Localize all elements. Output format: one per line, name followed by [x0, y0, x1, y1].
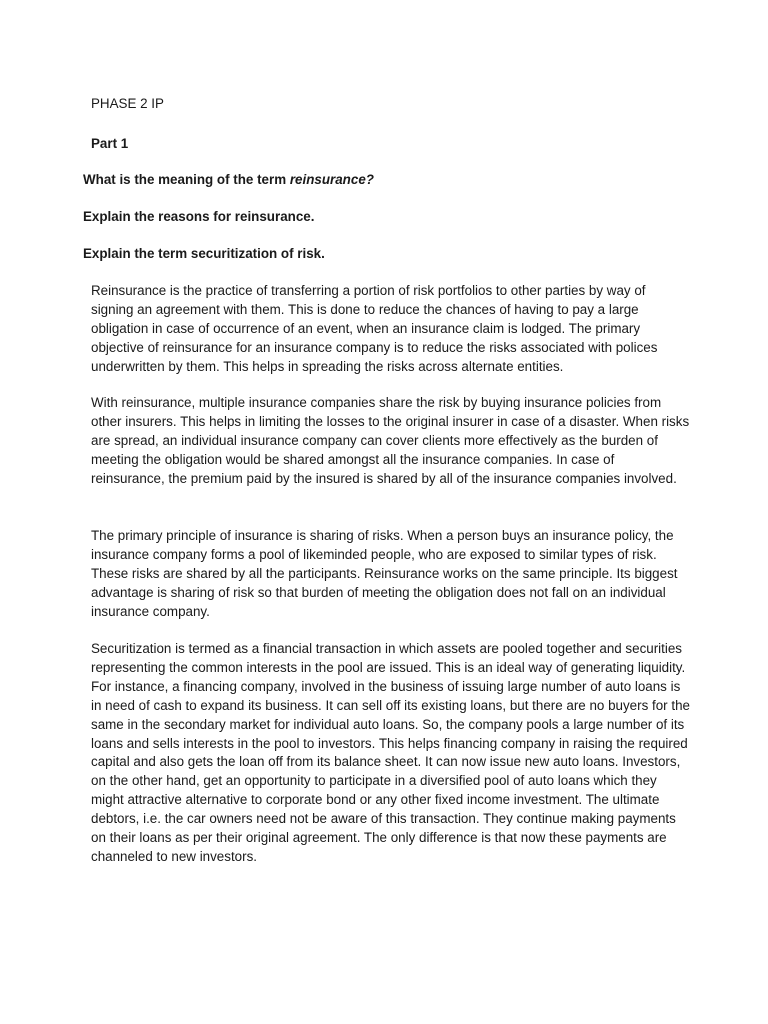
question-securitization-of-risk: Explain the term securitization of risk. — [83, 246, 325, 261]
paragraph-reinsurance-definition: Reinsurance is the practice of transferring a portion of risk portfolios to other parties by way of signing an agreement with them. This is done to reduce the chances of having to pay a large obligation in case of occurrence of an event, when an insurance claim is lodged. The primary objective of reinsurance for an insurance company is to reduce the risks associated with polices underwritten by them. This helps in spreading the risks across alternate entities. — [91, 283, 658, 374]
question-text: What is the meaning of the term — [83, 172, 290, 187]
question-reinsurance-meaning — [83, 171, 374, 190]
question-term: reinsurance? — [289, 172, 374, 187]
paragraph-securitization: Securitization is termed as a financial transaction in which assets are pooled together and securities representing the common interests in the pool are issued. This is an ideal way of generating liquidity. For instance, a financing company, involved in the business of issuing large number of auto loans is in need of cash to expand its business. It can sell off its existing loans, but there are no buyers for the same in the secondary market for individual auto loans. So, the company pools a large number of its loans and sells interests in the pool to investors. This helps financing company in raising the required capital and also gets the loan off from its balance sheet. It can now issue new auto loans. Investors, on the other hand, get an opportunity to participate in a diversified pool of auto loans which they might attractive alternative to corporate bond or any other fixed income investment. The ultimate debtors, i.e. the car owners need not be aware of this transaction. They continue making payments on their loans as per their original agreement. The only difference is that now these payments are channeled to new investors. — [91, 641, 690, 864]
part-heading: Part 1 — [91, 136, 129, 151]
document-header: PHASE 2 IP — [91, 96, 164, 111]
paragraph-reinsurance-reasons: With reinsurance, multiple insurance companies share the risk by buying insurance policies from other insurers. This helps in limiting the losses to the original insurer in case of a disaster. When risks are spread, an individual insurance company can cover clients more effectively as the burden of meeting the obligation would be shared amongst all the insurance companies. In case of reinsurance, the premium paid by the insured is shared by all of the insurance companies involved. — [91, 395, 690, 486]
paragraph-risk-sharing: The primary principle of insurance is sharing of risks. When a person buys an insurance policy, the insurance company forms a pool of likeminded people, who are exposed to similar types of risk. These risks are shared by all the participants. Reinsurance works on the same principle. Its biggest advantage is sharing of risk so that burden of meeting the obligation does not fall on an individual insurance company. — [91, 528, 678, 619]
question-reasons-for-reinsurance: Explain the reasons for reinsurance. — [83, 209, 315, 224]
